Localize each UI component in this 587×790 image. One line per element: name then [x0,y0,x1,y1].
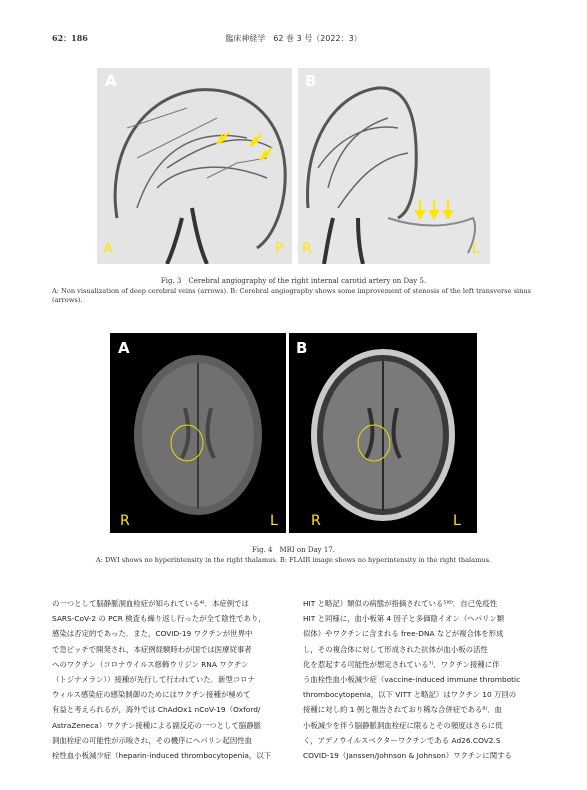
orientation-label-left: R [120,513,130,529]
body-line: HIT と略記）類似の病態が指摘されている⁵⁾⁶⁾．自己免疫性 [303,599,498,608]
panel-label: A [105,72,117,90]
yellow-arrows [298,68,490,264]
body-line: し，その複合体に対して形成された抗体が血小板の活性 [303,644,488,654]
body-line: 似体）やワクチンに含まれる free-DNA などが複合体を形成 [303,629,504,639]
body-line: で急ピッチで開発され，本症例経験時わが国では医療従事者 [52,644,252,654]
fig4-b-flair [289,333,477,533]
fig3-panel-b [298,68,490,264]
body-line: thrombocytopenia，以下 VITT と略記）はワクチン 10 万回の [303,690,517,700]
body-line: 化を惹起する可能性が想定されている⁷⁾．ワクチン接種に伴 [303,659,500,669]
body-line: 小板減少を伴う脳静脈洞血栓症に限るとその頻度はさらに低 [303,720,503,730]
caption-line: A: Non visualization of deep cerebral veins (arrows). B: Cerebral angiography shows some improvement of stenosis of the left transverse sinus [52,287,531,295]
body-line: COVID-19（Janssen/Johnson & Johnson）ワクチンに関する [303,751,512,761]
orientation-label-right: L [453,513,461,529]
fig3-caption [52,287,542,305]
body-line: 栓性血小板減少症（heparin-induced thrombocytopenia，以下 [52,751,272,761]
body-line: 洞血栓症の可能性が示唆され，その機序にヘパリン起因性血 [52,735,252,745]
body-line: 接種に対し約 1 例と報告されており稀な合併症である⁸⁾．血 [303,705,502,715]
fig4-caption: A: DWI shows no hyperintensity in the right thalamus. B: FLAIR image shows no hyperintensity in the right thalamus. [95,556,492,564]
yellow-arrows [97,68,292,264]
body-line: 感染は否定的であった．また，COVID-19 ワクチンが世界中 [52,629,253,639]
body-line: （トジナメラン））接種が先行して行われていた．新型コロナ [52,675,255,685]
orientation-label-left: R [311,513,321,529]
body-line: ウィルス感染症の感染制御のためにはワクチン接種が極めて [52,690,251,700]
body-column-left [52,596,290,763]
body-line: AstraZeneca）ワクチン接種による副反応の一つとして脳静脈 [52,720,262,730]
panel-label: B [296,339,308,357]
orientation-label-right: L [472,241,480,257]
body-line: の一つとして脳静脈洞血栓症が知られている⁴⁾．本症例では [52,599,249,608]
panel-label: B [305,72,317,90]
page-number: 62：186 [52,33,88,43]
orientation-label-right: L [270,513,278,529]
fig3-title: Fig. 3 Cerebral angiography of the right internal carotid artery on Day 5. [160,277,427,285]
journal-header: 臨床神経学 62 巻 3 号（2022：3） [225,34,362,43]
orientation-label-right: P [275,241,284,257]
fig4-title: Fig. 4 MRI on Day 17. [252,546,335,554]
body-line: SARS-CoV-2 の PCR 検査も繰り返し行ったが全て陰性であり， [52,614,266,624]
body-line: HIT と同様に，血小板第 4 因子と多価陰イオン（ヘパリン類 [303,614,505,624]
fig3-panel-a [97,68,292,264]
panel-label: A [118,339,130,357]
orientation-label-left: A [103,241,113,257]
body-line: へのワクチン（コロナウイルス修飾ウリジン RNA ワクチン [52,659,249,669]
body-line: く，アデノウイルスベクターワクチンである Ad26.COV2.S [303,735,501,745]
body-line: う血栓性血小板減少症（vaccine-induced immune thrombotic [303,675,521,685]
fig4-a-dwi [110,333,286,533]
fig4-panel-a [110,333,286,533]
body-line: 有益と考えられるが，海外では ChAdOx1 nCoV-19（Oxford/ [52,705,261,715]
caption-line: (arrows). [52,296,83,304]
orientation-label-left: R [302,241,312,257]
fig4-panel-b [289,333,477,533]
body-column-right [303,596,541,763]
